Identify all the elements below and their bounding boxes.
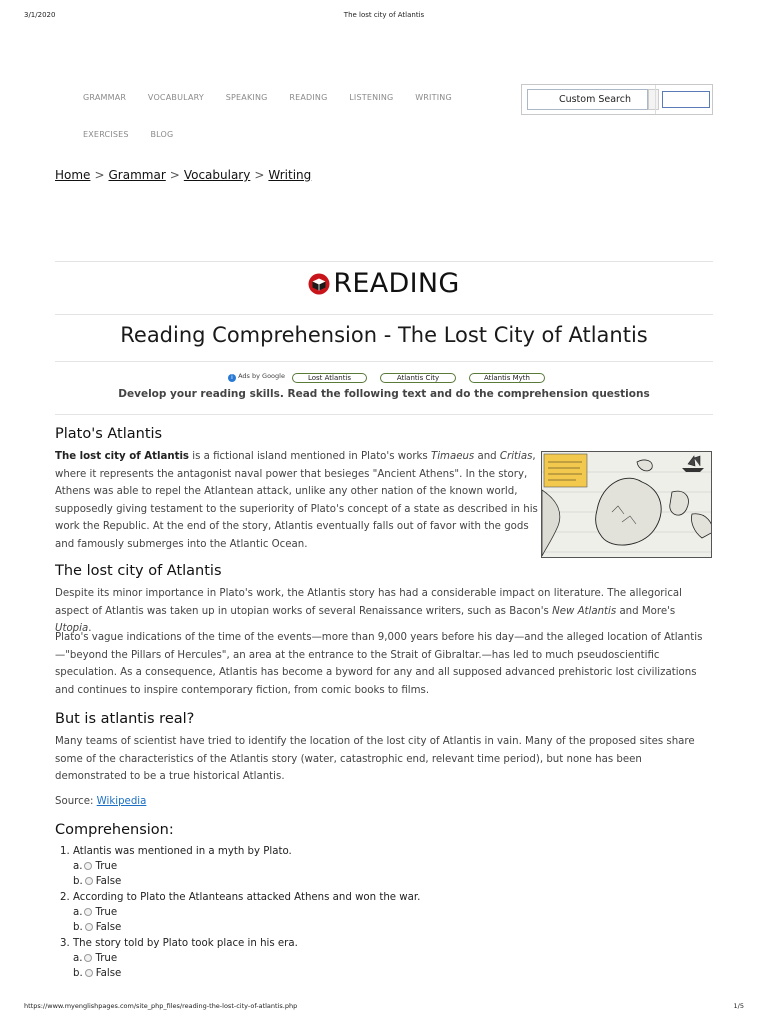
heading-comprehension: Comprehension: xyxy=(55,822,174,838)
text-run: and More's xyxy=(616,605,676,617)
option-letter: b. xyxy=(73,968,83,979)
text-run: . xyxy=(88,623,92,635)
page-title: Reading Comprehension - The Lost City of Atlantis xyxy=(120,323,648,347)
nav-item-blog[interactable]: BLOG xyxy=(150,130,174,139)
heading-platos-atlantis: Plato's Atlantis xyxy=(55,426,163,442)
question-3-option-b[interactable] xyxy=(73,968,121,979)
nav-item-reading[interactable]: READING xyxy=(289,93,328,102)
question-3-option-a[interactable] xyxy=(73,953,117,964)
section-heading xyxy=(0,268,768,302)
text-run: and xyxy=(474,451,500,462)
breadcrumb-separator: > xyxy=(169,168,180,182)
radio-button[interactable] xyxy=(84,862,92,870)
text-run: is a fictional island mentioned in Plato's works xyxy=(189,451,431,462)
source-link-wikipedia[interactable]: Wikipedia xyxy=(96,796,147,807)
intro-text: Develop your reading skills. Read the following text and do the comprehension questions xyxy=(118,388,650,400)
italic-title: Critias xyxy=(499,451,533,462)
option-label: True xyxy=(95,953,118,964)
breadcrumb-separator: > xyxy=(94,168,105,182)
text-run: Despite its minor importance in Plato's work, the Atlantis story has had a considerable impact on literature. The allegorical aspect of Atlantis was taken up in utopian works of several Renaissance writers, such as Bacon's xyxy=(55,588,682,617)
print-title: The lost city of Atlantis xyxy=(343,11,425,19)
divider xyxy=(55,314,713,315)
heading-lost-city: The lost city of Atlantis xyxy=(55,563,222,579)
print-date: 3/1/2020 xyxy=(24,11,56,19)
breadcrumb-grammar[interactable]: Grammar xyxy=(108,168,166,182)
italic-title: Timaeus xyxy=(430,451,475,462)
radio-button[interactable] xyxy=(85,877,93,885)
book-icon xyxy=(308,271,330,302)
option-label: False xyxy=(95,922,122,933)
option-label: True xyxy=(95,907,118,918)
reading-heading-text: READING xyxy=(333,268,460,299)
nav-item-grammar[interactable]: GRAMMAR xyxy=(83,93,127,102)
breadcrumb xyxy=(55,168,311,182)
print-url: https://www.myenglishpages.com/site_php_files/reading-the-lost-city-of-atlantis.php xyxy=(24,1002,298,1010)
divider xyxy=(55,261,713,262)
radio-button[interactable] xyxy=(85,923,93,931)
info-icon: i xyxy=(228,374,236,382)
print-header xyxy=(24,11,744,23)
ad-link-atlantis-myth[interactable]: Atlantis Myth xyxy=(469,373,545,383)
option-label: False xyxy=(95,968,122,979)
question-2-option-b[interactable] xyxy=(73,922,121,933)
search-box xyxy=(521,84,713,115)
nav-item-listening[interactable]: LISTENING xyxy=(349,93,394,102)
source-line xyxy=(55,796,146,807)
paragraph-lost-city-2: Plato's vague indications of the time of the events—more than 9,000 years before his day—and the alleged location of Atlantis —"beyond the Pillars of Hercules", an area at the entrance to the Strait of Gibraltar.—has led to much pseudoscientific speculation. As a consequence, Atlantis has become a byword for any and all supposed advanced prehistoric lost civilizations and continues to inspire contemporary fiction, from comic books to films. xyxy=(55,632,703,696)
search-input[interactable] xyxy=(662,91,710,108)
question-3: 3. The story told by Plato took place in his era. xyxy=(60,938,298,949)
ads-by-google[interactable] xyxy=(228,372,285,384)
nav-row-2 xyxy=(83,130,192,139)
breadcrumb-writing[interactable]: Writing xyxy=(268,168,312,182)
question-2: 2. According to Plato the Atlanteans attacked Athens and won the war. xyxy=(60,892,421,903)
nav-item-vocabulary[interactable]: VOCABULARY xyxy=(147,93,204,102)
breadcrumb-vocabulary[interactable]: Vocabulary xyxy=(183,168,251,182)
nav-row-1 xyxy=(83,93,471,102)
radio-button[interactable] xyxy=(85,969,93,977)
option-letter: a. xyxy=(73,861,83,872)
divider xyxy=(55,361,713,362)
ad-link-lost-atlantis[interactable]: Lost Atlantis xyxy=(292,373,367,383)
question-1: 1. Atlantis was mentioned in a myth by Plato. xyxy=(60,846,292,857)
paragraph-platos-atlantis xyxy=(55,448,538,554)
atlantis-map-image xyxy=(541,451,712,558)
print-page-number: 1/5 xyxy=(733,1002,744,1010)
bold-term: The lost city of Atlantis xyxy=(55,451,189,462)
ads-label: Ads by Google xyxy=(238,372,285,380)
option-label: True xyxy=(95,861,118,872)
question-2-option-a[interactable] xyxy=(73,907,117,918)
custom-search-select[interactable]: Custom Search xyxy=(527,89,648,110)
text-run: , where it represents the antagonist naval power that besieges "Ancient Athens". In the story, Athens was able to repel the Atlantean attack, unlike any other nation of the known world, supposedly giving testament to the superiority of Plato's concept of a state as described in his work the Republic. At the end of the story, Atlantis eventually falls out of favor with the gods and famously submerges into the Atlantic Ocean. xyxy=(55,451,538,550)
option-letter: b. xyxy=(73,922,83,933)
radio-button[interactable] xyxy=(84,908,92,916)
option-letter: a. xyxy=(73,953,83,964)
breadcrumb-separator: > xyxy=(254,168,265,182)
option-letter: a. xyxy=(73,907,83,918)
heading-is-atlantis-real: But is atlantis real? xyxy=(55,711,195,727)
nav-item-exercises[interactable]: EXERCISES xyxy=(83,130,129,139)
option-letter: b. xyxy=(73,876,83,887)
source-label: Source: xyxy=(55,796,97,807)
divider xyxy=(55,414,713,415)
breadcrumb-home[interactable]: Home xyxy=(55,168,91,182)
italic-title: New Atlantis xyxy=(552,605,617,617)
search-divider xyxy=(655,85,656,114)
italic-title: Utopia xyxy=(55,623,89,635)
question-1-option-b[interactable] xyxy=(73,876,121,887)
paragraph-is-atlantis-real: Many teams of scientist have tried to identify the location of the lost city of Atlantis in vain. Many of the proposed sites share some of the characteristics of the Atlantis story (water, catastrophic end, relevant time period), but none has been demonstrated to be a true historical Atlantis. xyxy=(55,736,695,783)
custom-search-dropdown-button[interactable] xyxy=(648,89,659,110)
option-label: False xyxy=(95,876,122,887)
nav-item-speaking[interactable]: SPEAKING xyxy=(225,93,268,102)
question-1-option-a[interactable] xyxy=(73,861,117,872)
radio-button[interactable] xyxy=(84,954,92,962)
ad-link-atlantis-city[interactable]: Atlantis City xyxy=(380,373,456,383)
nav-item-writing[interactable]: WRITING xyxy=(415,93,452,102)
